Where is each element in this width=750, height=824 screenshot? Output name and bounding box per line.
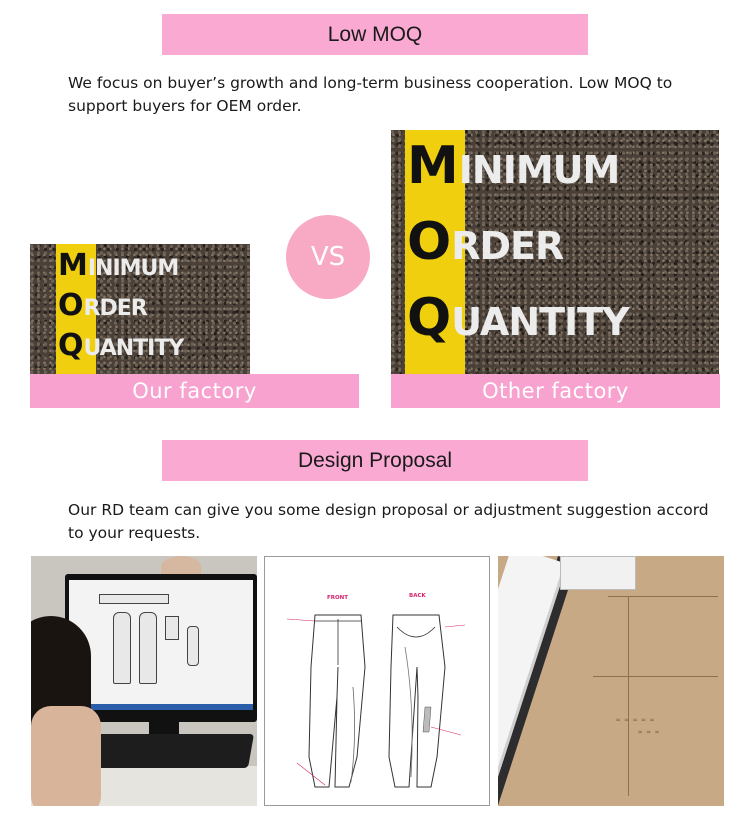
our-factory-caption bbox=[30, 374, 359, 408]
design-proposal-description: Our RD team can give you some design proposal or adjustment suggestion accord to your requests. bbox=[68, 501, 709, 542]
cad-screen bbox=[69, 580, 253, 710]
moq-line-minimum: MINIMUM bbox=[407, 136, 620, 196]
our-factory-caption-text: Our factory bbox=[132, 379, 257, 403]
other-factory-caption-text: Other factory bbox=[482, 379, 629, 403]
leggings-drawing bbox=[265, 557, 490, 806]
our-factory-moq-image bbox=[30, 244, 250, 374]
design-proposal-title: Design Proposal bbox=[297, 448, 453, 472]
other-factory-moq-image bbox=[391, 130, 719, 376]
moq-line-quantity: QUANTITY bbox=[407, 288, 629, 348]
vs-label: VS bbox=[310, 242, 346, 272]
designer-arm bbox=[31, 706, 101, 806]
moq-line-minimum: MINIMUM bbox=[58, 248, 179, 283]
taskbar bbox=[69, 704, 253, 710]
keyboard bbox=[88, 734, 254, 768]
low-moq-description: We focus on buyer’s growth and long-term business cooperation. Low MOQ to support buyers for OEM order. bbox=[68, 74, 673, 115]
design-proposal-banner bbox=[162, 440, 588, 481]
cutting-machine-photo: ≈ ≈ ≈ ≈ ≈ ≈ ≈ ≈ bbox=[498, 556, 724, 806]
monitor-stand bbox=[149, 722, 179, 734]
moq-line-order: ORDER bbox=[407, 212, 564, 272]
moq-line-quantity: QUANTITY bbox=[58, 328, 184, 363]
vs-badge bbox=[286, 215, 370, 299]
sketch-back-label: BACK bbox=[409, 593, 426, 599]
other-factory-caption bbox=[391, 374, 720, 408]
sketch-front-label: FRONT bbox=[327, 595, 349, 601]
cutter-head bbox=[560, 556, 636, 590]
moq-line-order: ORDER bbox=[58, 288, 147, 323]
low-moq-banner bbox=[162, 14, 588, 55]
cad-workstation-photo bbox=[31, 556, 257, 806]
low-moq-title: Low MOQ bbox=[327, 22, 423, 46]
leggings-tech-sketch bbox=[264, 556, 490, 806]
